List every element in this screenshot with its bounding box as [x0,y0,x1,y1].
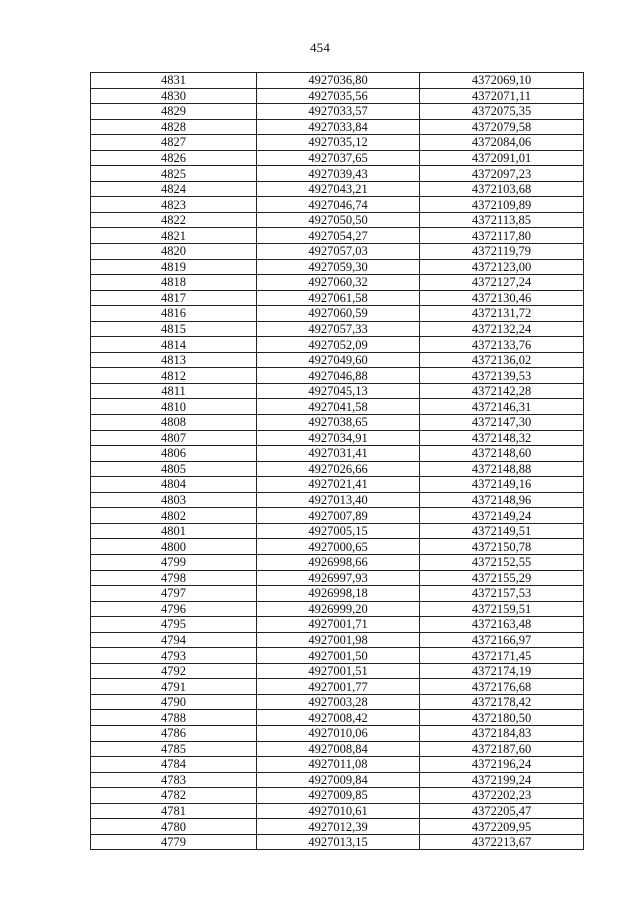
point-number-cell: 4822 [91,212,257,228]
x-coordinate-cell: 4926998,66 [257,554,420,570]
x-coordinate-cell: 4927060,59 [257,306,420,322]
table-row [91,430,584,446]
x-coordinate-cell: 4927037,65 [257,150,420,166]
table-row [91,166,584,182]
point-number-cell: 4808 [91,415,257,431]
table-row [91,337,584,353]
point-number-cell: 4826 [91,150,257,166]
x-coordinate-cell: 4927013,40 [257,492,420,508]
point-number-cell: 4823 [91,197,257,213]
table-row [91,259,584,275]
point-number-cell: 4817 [91,290,257,306]
point-number-cell: 4785 [91,741,257,757]
point-number-cell: 4796 [91,601,257,617]
point-number-cell: 4806 [91,446,257,462]
page-number: 454 [309,40,331,55]
table-row [91,352,584,368]
table-row [91,135,584,151]
y-coordinate-cell: 4372150,78 [420,539,584,555]
y-coordinate-cell: 4372131,72 [420,306,584,322]
x-coordinate-cell: 4927001,51 [257,663,420,679]
point-number-cell: 4807 [91,430,257,446]
table-row [91,648,584,664]
point-number-cell: 4830 [91,88,257,104]
table-row [91,632,584,648]
y-coordinate-cell: 4372071,11 [420,88,584,104]
y-coordinate-cell: 4372127,24 [420,275,584,291]
y-coordinate-cell: 4372187,60 [420,741,584,757]
x-coordinate-cell: 4927057,33 [257,321,420,337]
x-coordinate-cell: 4927008,84 [257,741,420,757]
table-row [91,212,584,228]
table-row [91,244,584,260]
point-number-cell: 4825 [91,166,257,182]
point-number-cell: 4810 [91,399,257,415]
point-number-cell: 4814 [91,337,257,353]
y-coordinate-cell: 4372205,47 [420,803,584,819]
point-number-cell: 4831 [91,73,257,89]
y-coordinate-cell: 4372148,88 [420,461,584,477]
y-coordinate-cell: 4372171,45 [420,648,584,664]
x-coordinate-cell: 4927034,91 [257,430,420,446]
x-coordinate-cell: 4926999,20 [257,601,420,617]
point-number-cell: 4790 [91,694,257,710]
table-row [91,710,584,726]
table-row [91,197,584,213]
x-coordinate-cell: 4927050,50 [257,212,420,228]
y-coordinate-cell: 4372142,28 [420,383,584,399]
table-row [91,73,584,89]
table-row [91,275,584,291]
table-row [91,508,584,524]
x-coordinate-cell: 4927001,71 [257,617,420,633]
y-coordinate-cell: 4372079,58 [420,119,584,135]
x-coordinate-cell: 4927045,13 [257,383,420,399]
y-coordinate-cell: 4372166,97 [420,632,584,648]
table-row [91,586,584,602]
table-row [91,570,584,586]
table-row [91,321,584,337]
table-row [91,772,584,788]
table-row [91,181,584,197]
y-coordinate-cell: 4372163,48 [420,617,584,633]
table-row [91,539,584,555]
y-coordinate-cell: 4372147,30 [420,415,584,431]
x-coordinate-cell: 4926998,18 [257,586,420,602]
table-row [91,523,584,539]
y-coordinate-cell: 4372130,46 [420,290,584,306]
y-coordinate-cell: 4372148,96 [420,492,584,508]
table-row [91,119,584,135]
point-number-cell: 4794 [91,632,257,648]
x-coordinate-cell: 4926997,93 [257,570,420,586]
x-coordinate-cell: 4927009,84 [257,772,420,788]
table-row [91,399,584,415]
point-number-cell: 4780 [91,819,257,835]
y-coordinate-cell: 4372075,35 [420,104,584,120]
table-row [91,663,584,679]
table-row [91,306,584,322]
table-row [91,834,584,850]
x-coordinate-cell: 4927005,15 [257,523,420,539]
x-coordinate-cell: 4927049,60 [257,352,420,368]
table-row [91,492,584,508]
point-number-cell: 4781 [91,803,257,819]
y-coordinate-cell: 4372199,24 [420,772,584,788]
x-coordinate-cell: 4927012,39 [257,819,420,835]
table-row [91,601,584,617]
x-coordinate-cell: 4927043,21 [257,181,420,197]
table-body [91,73,584,850]
x-coordinate-cell: 4927059,30 [257,259,420,275]
y-coordinate-cell: 4372149,51 [420,523,584,539]
point-number-cell: 4818 [91,275,257,291]
y-coordinate-cell: 4372157,53 [420,586,584,602]
point-number-cell: 4792 [91,663,257,679]
y-coordinate-cell: 4372133,76 [420,337,584,353]
point-number-cell: 4803 [91,492,257,508]
y-coordinate-cell: 4372213,67 [420,834,584,850]
y-coordinate-cell: 4372155,29 [420,570,584,586]
table-row [91,477,584,493]
y-coordinate-cell: 4372132,24 [420,321,584,337]
y-coordinate-cell: 4372184,83 [420,725,584,741]
x-coordinate-cell: 4927021,41 [257,477,420,493]
x-coordinate-cell: 4927001,77 [257,679,420,695]
x-coordinate-cell: 4927038,65 [257,415,420,431]
y-coordinate-cell: 4372149,16 [420,477,584,493]
point-number-cell: 4824 [91,181,257,197]
point-number-cell: 4800 [91,539,257,555]
table-row [91,803,584,819]
point-number-cell: 4819 [91,259,257,275]
coordinates-table-container [90,72,583,850]
x-coordinate-cell: 4927033,57 [257,104,420,120]
point-number-cell: 4793 [91,648,257,664]
point-number-cell: 4783 [91,772,257,788]
x-coordinate-cell: 4927041,58 [257,399,420,415]
point-number-cell: 4821 [91,228,257,244]
table-row [91,228,584,244]
y-coordinate-cell: 4372146,31 [420,399,584,415]
x-coordinate-cell: 4927009,85 [257,788,420,804]
point-number-cell: 4812 [91,368,257,384]
table-row [91,725,584,741]
y-coordinate-cell: 4372109,89 [420,197,584,213]
point-number-cell: 4828 [91,119,257,135]
point-number-cell: 4786 [91,725,257,741]
y-coordinate-cell: 4372117,80 [420,228,584,244]
point-number-cell: 4779 [91,834,257,850]
x-coordinate-cell: 4927035,56 [257,88,420,104]
point-number-cell: 4804 [91,477,257,493]
y-coordinate-cell: 4372136,02 [420,352,584,368]
y-coordinate-cell: 4372103,68 [420,181,584,197]
point-number-cell: 4798 [91,570,257,586]
x-coordinate-cell: 4927001,50 [257,648,420,664]
point-number-cell: 4801 [91,523,257,539]
point-number-cell: 4788 [91,710,257,726]
x-coordinate-cell: 4927061,58 [257,290,420,306]
coordinates-table [90,72,584,850]
x-coordinate-cell: 4927060,32 [257,275,420,291]
y-coordinate-cell: 4372176,68 [420,679,584,695]
x-coordinate-cell: 4927008,42 [257,710,420,726]
point-number-cell: 4802 [91,508,257,524]
point-number-cell: 4799 [91,554,257,570]
y-coordinate-cell: 4372091,01 [420,150,584,166]
table-row [91,368,584,384]
table-row [91,819,584,835]
point-number-cell: 4784 [91,757,257,773]
table-row [91,554,584,570]
point-number-cell: 4816 [91,306,257,322]
table-row [91,788,584,804]
table-row [91,104,584,120]
table-row [91,757,584,773]
table-row [91,694,584,710]
x-coordinate-cell: 4927007,89 [257,508,420,524]
point-number-cell: 4805 [91,461,257,477]
point-number-cell: 4795 [91,617,257,633]
point-number-cell: 4829 [91,104,257,120]
y-coordinate-cell: 4372113,85 [420,212,584,228]
x-coordinate-cell: 4927039,43 [257,166,420,182]
y-coordinate-cell: 4372069,10 [420,73,584,89]
point-number-cell: 4791 [91,679,257,695]
y-coordinate-cell: 4372209,95 [420,819,584,835]
y-coordinate-cell: 4372123,00 [420,259,584,275]
point-number-cell: 4797 [91,586,257,602]
y-coordinate-cell: 4372196,24 [420,757,584,773]
table-row [91,741,584,757]
x-coordinate-cell: 4927026,66 [257,461,420,477]
table-row [91,290,584,306]
point-number-cell: 4820 [91,244,257,260]
table-row [91,679,584,695]
point-number-cell: 4815 [91,321,257,337]
x-coordinate-cell: 4927035,12 [257,135,420,151]
y-coordinate-cell: 4372180,50 [420,710,584,726]
x-coordinate-cell: 4927031,41 [257,446,420,462]
point-number-cell: 4811 [91,383,257,399]
x-coordinate-cell: 4927013,15 [257,834,420,850]
y-coordinate-cell: 4372152,55 [420,554,584,570]
x-coordinate-cell: 4927001,98 [257,632,420,648]
x-coordinate-cell: 4927046,74 [257,197,420,213]
x-coordinate-cell: 4927036,80 [257,73,420,89]
y-coordinate-cell: 4372178,42 [420,694,584,710]
table-row [91,383,584,399]
point-number-cell: 4782 [91,788,257,804]
x-coordinate-cell: 4927000,65 [257,539,420,555]
y-coordinate-cell: 4372159,51 [420,601,584,617]
table-row [91,150,584,166]
y-coordinate-cell: 4372148,60 [420,446,584,462]
point-number-cell: 4813 [91,352,257,368]
y-coordinate-cell: 4372084,06 [420,135,584,151]
y-coordinate-cell: 4372097,23 [420,166,584,182]
x-coordinate-cell: 4927011,08 [257,757,420,773]
y-coordinate-cell: 4372202,23 [420,788,584,804]
table-row [91,461,584,477]
table-row [91,617,584,633]
x-coordinate-cell: 4927010,06 [257,725,420,741]
y-coordinate-cell: 4372119,79 [420,244,584,260]
x-coordinate-cell: 4927003,28 [257,694,420,710]
x-coordinate-cell: 4927046,88 [257,368,420,384]
x-coordinate-cell: 4927054,27 [257,228,420,244]
point-number-cell: 4827 [91,135,257,151]
y-coordinate-cell: 4372139,53 [420,368,584,384]
x-coordinate-cell: 4927057,03 [257,244,420,260]
table-row [91,415,584,431]
y-coordinate-cell: 4372149,24 [420,508,584,524]
y-coordinate-cell: 4372148,32 [420,430,584,446]
table-row [91,446,584,462]
x-coordinate-cell: 4927010,61 [257,803,420,819]
y-coordinate-cell: 4372174,19 [420,663,584,679]
table-row [91,88,584,104]
x-coordinate-cell: 4927033,84 [257,119,420,135]
x-coordinate-cell: 4927052,09 [257,337,420,353]
